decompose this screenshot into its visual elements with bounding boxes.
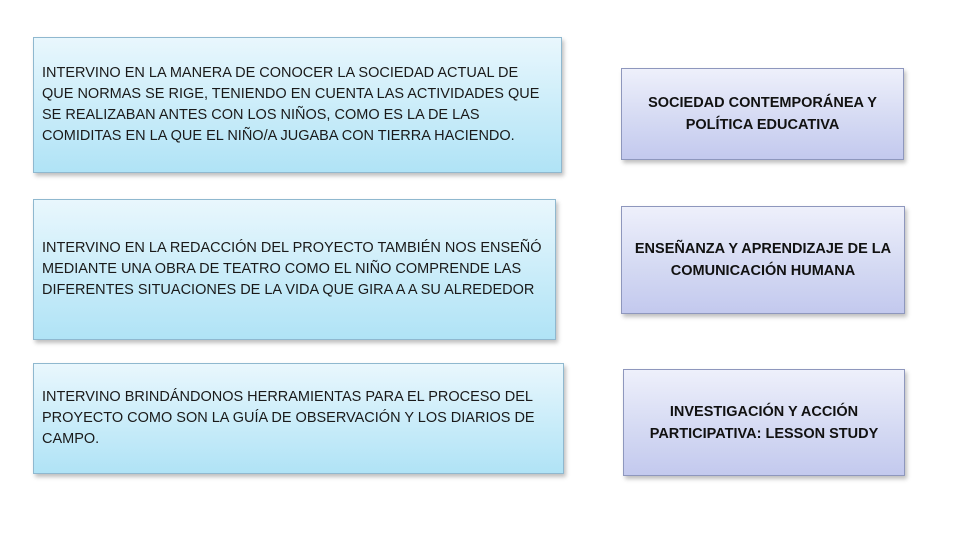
description-text-2: INTERVINO EN LA REDACCIÓN DEL PROYECTO TAMBIÉN NOS ENSEÑÓ MEDIANTE UNA OBRA DE TEATRO COMO EL NIÑO COMPRENDE LAS DIFERENTES SITUACIONES DE LA VIDA QUE GIRA A A SU ALREDEDOR xyxy=(42,240,542,298)
subject-box-1 xyxy=(621,68,904,160)
description-box-3 xyxy=(33,363,564,474)
subject-box-3 xyxy=(623,369,905,476)
subject-text-1: SOCIEDAD CONTEMPORÁNEA Y POLÍTICA EDUCATIVA xyxy=(648,95,877,133)
description-box-1 xyxy=(33,37,562,173)
subject-box-2 xyxy=(621,206,905,314)
description-text-3: INTERVINO BRINDÁNDONOS HERRAMIENTAS PARA EL PROCESO DEL PROYECTO COMO SON LA GUÍA DE OBSERVACIÓN Y LOS DIARIOS DE CAMPO. xyxy=(42,389,535,447)
description-box-2 xyxy=(33,199,556,340)
description-text-1: INTERVINO EN LA MANERA DE CONOCER LA SOCIEDAD ACTUAL DE QUE NORMAS SE RIGE, TENIENDO EN CUENTA LAS ACTIVIDADES QUE SE REALIZABAN ANTES CON LOS NIÑOS, COMO ES LA DE LAS COMIDITAS EN LA QUE EL NIÑO/A JUGABA CON TIERRA HACIENDO. xyxy=(42,65,540,144)
subject-text-2: ENSEÑANZA Y APRENDIZAJE DE LA COMUNICACIÓN HUMANA xyxy=(634,241,892,279)
subject-text-3: INVESTIGACIÓN Y ACCIÓN PARTICIPATIVA: LESSON STUDY xyxy=(649,403,879,442)
